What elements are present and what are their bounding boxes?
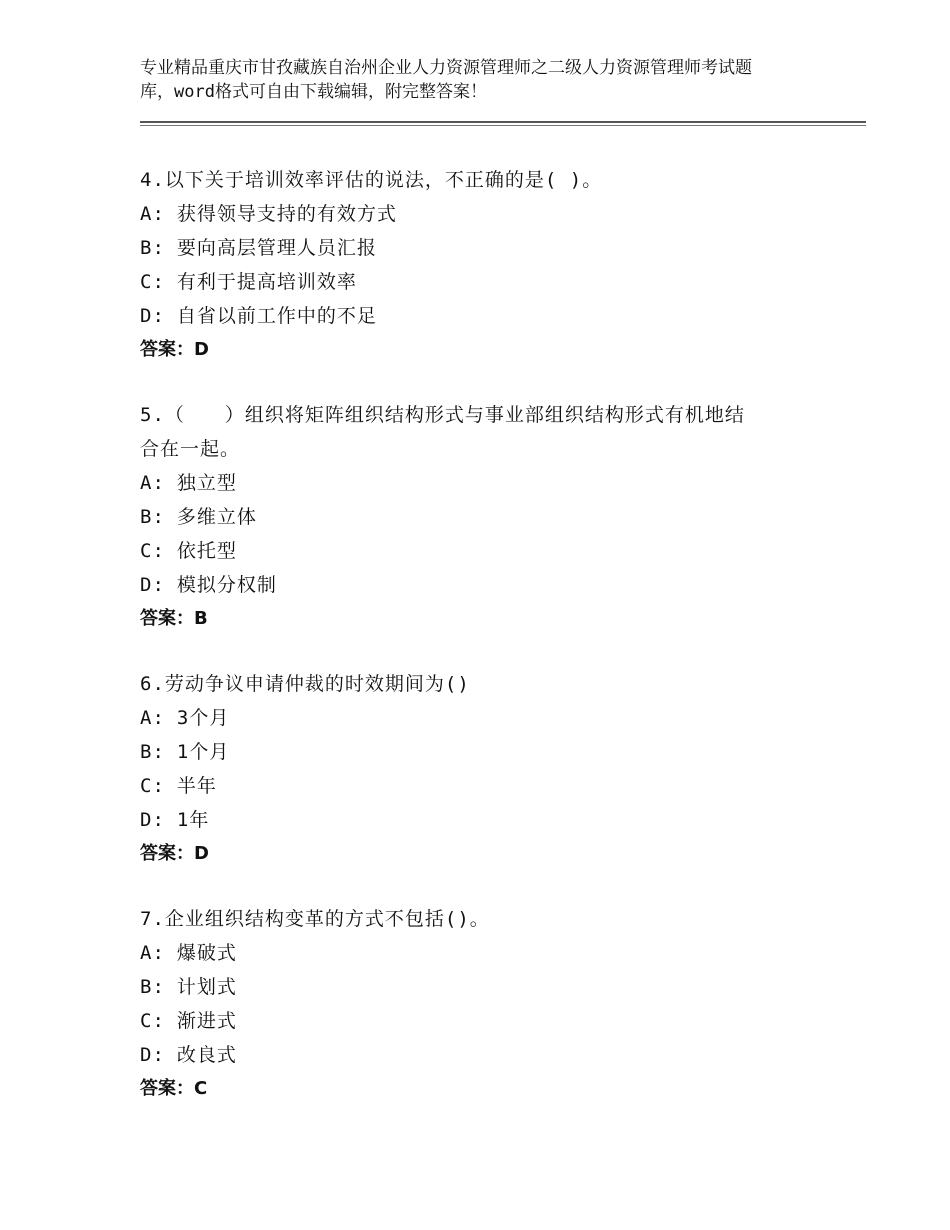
option-letter: D:	[140, 1044, 165, 1066]
option-letter: A:	[140, 203, 165, 225]
option-text: 1个月	[176, 741, 230, 763]
answer-option	[140, 803, 840, 837]
option-text: 有利于提高培训效率	[176, 271, 357, 293]
option-letter: A:	[140, 707, 165, 729]
header-divider	[140, 121, 866, 123]
answer-option	[140, 500, 840, 534]
option-text: 3个月	[176, 707, 230, 729]
option-text: 独立型	[176, 472, 237, 494]
answer-option	[140, 970, 840, 1004]
question-block	[140, 163, 840, 367]
option-letter: C:	[140, 1010, 165, 1032]
question-stem: 7.企业组织结构变革的方式不包括()。	[140, 908, 490, 930]
option-text: 获得领导支持的有效方式	[176, 203, 397, 225]
question-stem: 4.以下关于培训效率评估的说法，不正确的是( )。	[140, 169, 603, 191]
option-letter: D:	[140, 305, 165, 327]
answer-option	[140, 466, 840, 500]
option-letter: A:	[140, 472, 165, 494]
answer-option	[140, 735, 840, 769]
option-text: 半年	[176, 775, 217, 797]
answer-option	[140, 1004, 840, 1038]
option-letter: B:	[140, 506, 165, 528]
question-stem: 6.劳动争议申请仲裁的时效期间为()	[140, 673, 470, 695]
question-block	[140, 398, 840, 636]
option-letter: C:	[140, 271, 165, 293]
answer-option	[140, 769, 840, 803]
header-title-line-2: 库，word格式可自由下载编辑，附完整答案！	[140, 82, 487, 102]
question-block	[140, 902, 840, 1106]
document-header	[140, 56, 840, 104]
option-letter: D:	[140, 574, 165, 596]
question-list	[140, 163, 840, 1137]
option-letter: B:	[140, 237, 165, 259]
answer-option	[140, 1038, 840, 1072]
option-text: 爆破式	[176, 942, 237, 964]
option-text: 1年	[176, 809, 210, 831]
option-text: 渐进式	[176, 1010, 237, 1032]
option-text: 计划式	[176, 976, 237, 998]
answer-option	[140, 265, 840, 299]
option-letter: A:	[140, 942, 165, 964]
answer-option	[140, 299, 840, 333]
option-letter: B:	[140, 976, 165, 998]
question-block	[140, 667, 840, 871]
header-title-line-1: 专业精品重庆市甘孜藏族自治州企业人力资源管理师之二级人力资源管理师考试题	[140, 58, 752, 78]
answer-option	[140, 701, 840, 735]
option-letter: D:	[140, 809, 165, 831]
answer-option	[140, 936, 840, 970]
option-text: 多维立体	[176, 506, 257, 528]
question-stem: 合在一起。	[140, 438, 241, 460]
answer-option	[140, 231, 840, 265]
question-stem: 5.（ ）组织将矩阵组织结构形式与事业部组织结构形式有机地结	[140, 404, 745, 426]
answer-key: 答案：C	[140, 1078, 208, 1099]
option-text: 要向高层管理人员汇报	[176, 237, 377, 259]
option-text: 依托型	[176, 540, 237, 562]
option-letter: C:	[140, 540, 165, 562]
answer-key: 答案：D	[140, 339, 209, 360]
header-divider-secondary	[140, 125, 866, 126]
option-text: 改良式	[176, 1044, 237, 1066]
option-text: 模拟分权制	[176, 574, 277, 596]
option-letter: B:	[140, 741, 165, 763]
answer-option	[140, 534, 840, 568]
answer-option	[140, 568, 840, 602]
answer-key: 答案：D	[140, 843, 209, 864]
answer-option	[140, 197, 840, 231]
option-text: 自省以前工作中的不足	[176, 305, 377, 327]
option-letter: C:	[140, 775, 165, 797]
answer-key: 答案：B	[140, 608, 208, 629]
